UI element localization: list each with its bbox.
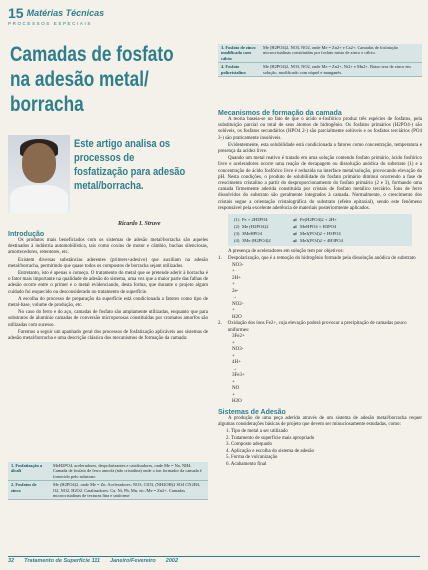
issue-date: Janeiro/Fevereiro <box>109 558 156 564</box>
table-row: 1. Fosfatização a álcali MeH2PO4, aceleradores, despolarizantes e catalisadores, onde Me = Na, NH4. Camada de fosfato de ferro amorfa (não cristalina) onde o íon formador da camada é fornecido pelo substrato <box>8 462 208 481</box>
page-footer <box>8 556 420 564</box>
paragraph: Quando um metal reativo é tratado em uma solução contendo fosfato primário, ácido fosfórico livre e aceleradores ocorre uma reação de decapagem ou dissolução anódica do substrato (1) e a concentração de ácido fosfórico livre é reduzida na interface metal/solução, provocando elevação do pH. Nesta condições, o produto de solubilidade do fosfato primário diminui ocorrendo a fase de crescimento cristalino a partir do desproporcionamento do fosfato primário (2 e 3), formando uma camada firmemente aderida constituída por cristais de fosfato metálico terciário. Íons de ferro dissolvidos do substrato são geralmente integrados à camada. Normalmente, o crescimento dos cristais segue a orientação cristalográfica do substrato (efeito epitaxial), sendo este fenômeno responsável pela excelente aderência de materiais posteriormente aplicados. <box>218 156 422 211</box>
paragraph: A escolha do processo de preparação da superfície está condicionada a fatores como tipo de metal-base, volume de produção, etc. <box>8 296 208 309</box>
article-intro: Este artigo analisa os processos de fosfatização para adesão metal/borracha. <box>74 138 186 192</box>
paragraph: Os produtos mais beneficiados com os sistemas de adesão metal/borracha são aqueles destinados à indústria automobilística, tais como coxins de motor e câmbio, buchas silenciosas, amortecedores, retentores, etc. <box>8 238 208 256</box>
table-row: 3. Fosfato de zinco modificado com cálcio Me (H2PO4)2, NO3, NO2, onde Me = Zn2+ e Ca2+. Camadas de fosfatação microcristalinas constituídas por fosfato misto de zinco e cálcio. <box>218 44 422 63</box>
paragraph: A teoria baseia-se no fato de que o ácido o-fosfórico produz três espécies de fosfatos, pela substituição parcial ou total de seus átomos de hidrogênio. Os fosfatos primários (H2PO4-) são solúveis, os fosfatos secundários (HPO4 2-) são parcialmente solúveis e os fosfatos terciários (PO4 3-) são praticamente insolúveis. <box>218 117 422 141</box>
mechanism-body <box>218 117 422 212</box>
paragraph: No caso do ferro e do aço, camadas de fosfato são amplamente utilizadas, enquanto que para substratos de alumínio camadas de conversão microporosas constituídas por cromatos amorfos são utilizadas com sucesso. <box>8 310 208 328</box>
objectives-list <box>218 256 422 406</box>
list-item: 1. Tipo de metal a ser utilizado <box>226 429 288 435</box>
left-column <box>8 231 208 343</box>
list-item: 2. Oxidação dos íons Fe2+, cuja elevação poderá provocar a precipitação de camadas pouco uniformes: <box>218 321 407 333</box>
table-row: 4. Fosfato policristalino Me (H2PO4)2, NO3, NO2, onde Me = Zn2+, Ni2+ e Mn2+. Baixo teor de zinco em solução, modificado com níquel e manganês. <box>218 63 422 77</box>
section-subtitle: PROCESSOS ESPECIAIS <box>8 21 92 26</box>
equation-box <box>228 214 412 246</box>
page-number: 32 <box>8 558 15 564</box>
intro-heading: Introdução <box>8 231 45 238</box>
table-row: 2. Fosfatos de zinco Me (H2PO4)2, onde Me = Zn. Aceleradores: NO3, ClO3, (NH2OH)2 SO4 CN2H4, O2, NO2, H2O2. Catalisadores: Cu, Ni, Pb, Mn, etc./Me = Zn2+. Camadas microcristalinas de texturas fina e uniforme <box>8 481 208 500</box>
issue-number: 15 <box>8 5 24 21</box>
issue-year: 2002 <box>165 558 179 564</box>
equation-row: (1) Fe + 2H3PO4 ⇌ Fe(H2PO4)2 + 2H+ <box>234 217 337 223</box>
author-photo <box>8 135 70 213</box>
equation-row: (3) 3MeHPO4 ⇌ Me3(PO4)2 + H3PO4 <box>234 231 341 237</box>
intro-body <box>8 238 208 342</box>
list-item: 2. Tratamento de superfície mais apropriado <box>226 435 315 441</box>
steps-list <box>218 429 422 468</box>
mechanism-heading: Mecanismos de formação da camada <box>218 110 342 117</box>
article-title: Camadas de fosfato na adesão metal/ borracha <box>10 43 174 116</box>
paragraph: Evidentemente, esta solubilidade está condicionada a fatores como concentração, temperatura e presença da acidez livre. <box>218 142 422 155</box>
right-column <box>218 110 422 468</box>
list-item: 5. Forma de vulcanização <box>226 455 278 461</box>
list-item: 4. Aplicação e escolha do sistema de adesão <box>226 448 315 454</box>
paragraph: Faremos a seguir um apanhado geral dos processos de fosfatização aplicáveis aos sistemas de adesão metal/borracha e uma descrição clássica dos mecanismos de formação da camada: <box>8 329 208 342</box>
list-item: 1. Despolarização, que é a remoção do hidrogênio formado pela dissolução anódica do substrato <box>218 256 416 262</box>
paragraph: Entretanto, isto é apenas o começo. O tratamento do metal que se pretende aderir à borracha é o fator mais importante na qualidade de adesão do sistema, uma vez que a maior parte das falhas de adesão ocorre entre o primer e o metal evidenciando, desta forma, que durante o projeto algum cuidado foi esquecido ou desconsiderado no tratamento de superfície. <box>8 271 208 295</box>
list-item: NO3- + 2H+ + 2e- → NO2- + H2O <box>232 262 244 320</box>
section-header <box>8 6 208 26</box>
adhesion-body: A produção de uma peça aderida através de um sistema de adesão metal/borracha requer algumas considerações básicas de projeto que devem ser minuciosamente estudadas, como: <box>218 415 422 427</box>
phosphate-table-left <box>8 462 208 500</box>
list-item: 6. Acabamento final <box>226 461 267 467</box>
paragraph: Existem diversas substâncias aderentes (primers+adesivo) que auxiliam na adesão metal/borracha, permitindo que quase todos os compostos de borracha sejam utilizados. <box>8 257 208 269</box>
section-title: Matérias Técnicas <box>26 8 105 18</box>
list-item: 3. Composto adequado <box>226 442 272 448</box>
phosphate-table-right <box>218 44 422 77</box>
equation-row: (4) 3Me (H2PO4)2 ⇌ Me3(PO4)2 + 4H3PO4 <box>234 238 343 244</box>
equation-row: (2) Me (H2PO4)2 ⇌ MeHPO4 + H3PO4 <box>234 224 337 230</box>
magazine-name: Tratamento de Superfície 111 <box>24 558 100 564</box>
author-name: Ricardo I. Struve <box>118 221 161 227</box>
list-item: 3Fe2+ + NO3- + 4H+ → 3Fe3+ + NO + H2O <box>232 334 245 405</box>
adhesion-heading: Sistemas de Adesão <box>218 408 286 416</box>
accelerator-text: A presença de aceleradores em solução tem por objetivos: <box>228 249 344 255</box>
